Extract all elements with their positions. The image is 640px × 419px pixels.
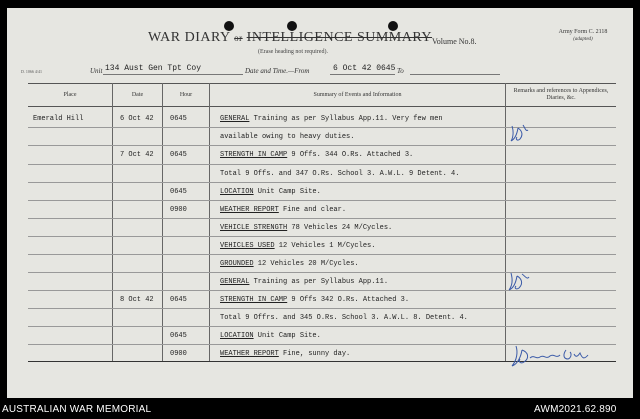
summary-text: Unit Camp Site. xyxy=(253,332,321,340)
summary-heading: GENERAL xyxy=(220,278,250,286)
summary-text: 9 Offs 342 O.Rs. Attached 3. xyxy=(287,296,410,304)
to-underline xyxy=(410,74,500,75)
handwritten-initials-1 xyxy=(508,122,532,144)
row-date: 6 Oct 42 xyxy=(120,115,154,123)
row-summary xyxy=(220,314,468,322)
summary-heading: GROUNDED xyxy=(220,260,254,268)
summary-heading: WEATHER REPORT xyxy=(220,206,279,214)
col-header-remarks: Remarks and references to Appendices, Diaries, &c. xyxy=(513,88,609,101)
form-title xyxy=(148,30,432,46)
summary-text: 9 Offs. 344 O.Rs. Attached 3. xyxy=(287,151,414,159)
row-hour: 0900 xyxy=(170,350,187,358)
summary-text: 12 Vehicles 20 M/Cycles. xyxy=(253,260,359,268)
row-summary xyxy=(220,170,459,178)
row-summary xyxy=(220,133,354,141)
form-code: D. 1066 4/41 xyxy=(21,69,42,74)
summary-heading: VEHICLES USED xyxy=(220,242,275,250)
handwritten-initials-2 xyxy=(506,270,532,294)
summary-text: Total 9 Offs. and 347 O.Rs. School 3. A.W.L. 9 Detent. 4. xyxy=(220,170,460,178)
row-summary xyxy=(220,278,388,286)
date-range-label: Date and Time.—From xyxy=(245,67,310,75)
row-summary xyxy=(220,260,359,268)
summary-heading: GENERAL xyxy=(220,115,250,123)
col-divider-hour xyxy=(209,83,210,361)
summary-text: 78 Vehicles 24 M/Cycles. xyxy=(287,224,393,232)
col-header-place: Place xyxy=(63,91,77,98)
unit-underline xyxy=(103,74,243,75)
summary-heading: STRENGTH IN CAMP xyxy=(220,296,288,304)
summary-heading: WEATHER REPORT xyxy=(220,350,279,358)
row-summary xyxy=(220,151,413,159)
summary-text: Total 9 Offrs. and 345 O.Rs. School 3. A.W.L. 8. Detent. 4. xyxy=(220,314,468,322)
row-hour: 0900 xyxy=(170,206,187,214)
row-rule xyxy=(28,254,616,255)
header-bottom-rule xyxy=(28,106,616,107)
col-header-hour: Hour xyxy=(179,91,193,98)
summary-heading: VEHICLE STRENGTH xyxy=(220,224,288,232)
summary-text: Training as per Syllabus App.11. Very few men xyxy=(249,115,443,123)
row-summary xyxy=(220,296,409,304)
handwritten-signature xyxy=(508,342,594,372)
row-summary xyxy=(220,242,375,250)
title-struck: INTELLIGENCE SUMMARY xyxy=(246,30,433,45)
army-form-number: Army Form C. 2118 xyxy=(558,29,608,35)
army-form-note: (adapted) xyxy=(573,37,593,42)
row-rule xyxy=(28,182,616,183)
row-hour: 0645 xyxy=(170,115,187,123)
summary-text: Training as per Syllabus App.11. xyxy=(249,278,389,286)
row-summary xyxy=(220,188,321,196)
col-divider-date xyxy=(162,83,163,361)
summary-heading: LOCATION xyxy=(220,332,254,340)
army-form-label xyxy=(548,28,618,44)
row-date: 7 Oct 42 xyxy=(120,151,154,159)
col-header-date: Date xyxy=(131,91,144,98)
summary-heading: STRENGTH IN CAMP xyxy=(220,151,288,159)
footer-institution: AUSTRALIAN WAR MEMORIAL xyxy=(2,404,152,415)
row-place: Emerald Hill xyxy=(33,115,84,123)
row-summary xyxy=(220,115,443,123)
unit-label: Unit xyxy=(90,67,103,75)
row-rule xyxy=(28,164,616,165)
footer-accession-number: AWM2021.62.890 xyxy=(534,404,617,415)
row-hour: 0645 xyxy=(170,332,187,340)
row-summary xyxy=(220,206,346,214)
summary-text: Fine and clear. xyxy=(278,206,347,214)
col-header-summary: Summary of Events and Information xyxy=(313,91,402,98)
date-from-value: 6 Oct 42 0645 xyxy=(333,64,396,73)
form-subtitle: (Erase heading not required). xyxy=(258,49,328,55)
date-underline xyxy=(330,74,395,75)
row-summary xyxy=(220,332,321,340)
col-divider-summary xyxy=(505,83,506,361)
summary-heading: LOCATION xyxy=(220,188,254,196)
title-or: or xyxy=(234,33,243,43)
row-rule xyxy=(28,326,616,327)
row-rule xyxy=(28,218,616,219)
summary-text: Fine, sunny day. xyxy=(278,350,351,358)
row-rule xyxy=(28,236,616,237)
summary-text: Unit Camp Site. xyxy=(253,188,321,196)
volume-number: Volume No.8. xyxy=(432,37,477,46)
summary-text: available owing to heavy duties. xyxy=(220,133,355,141)
date-to-label: To xyxy=(397,67,404,75)
row-summary xyxy=(220,350,350,358)
unit-value: 134 Aust Gen Tpt Coy xyxy=(105,64,202,73)
row-rule xyxy=(28,308,616,309)
title-main: WAR DIARY xyxy=(148,30,231,45)
row-hour: 0645 xyxy=(170,296,187,304)
row-date: 8 Oct 42 xyxy=(120,296,154,304)
row-hour: 0645 xyxy=(170,188,187,196)
summary-text: 12 Vehicles 1 M/Cycles. xyxy=(274,242,376,250)
row-hour: 0645 xyxy=(170,151,187,159)
row-rule xyxy=(28,200,616,201)
row-summary xyxy=(220,224,392,232)
row-rule xyxy=(28,145,616,146)
col-divider-place xyxy=(112,83,113,361)
